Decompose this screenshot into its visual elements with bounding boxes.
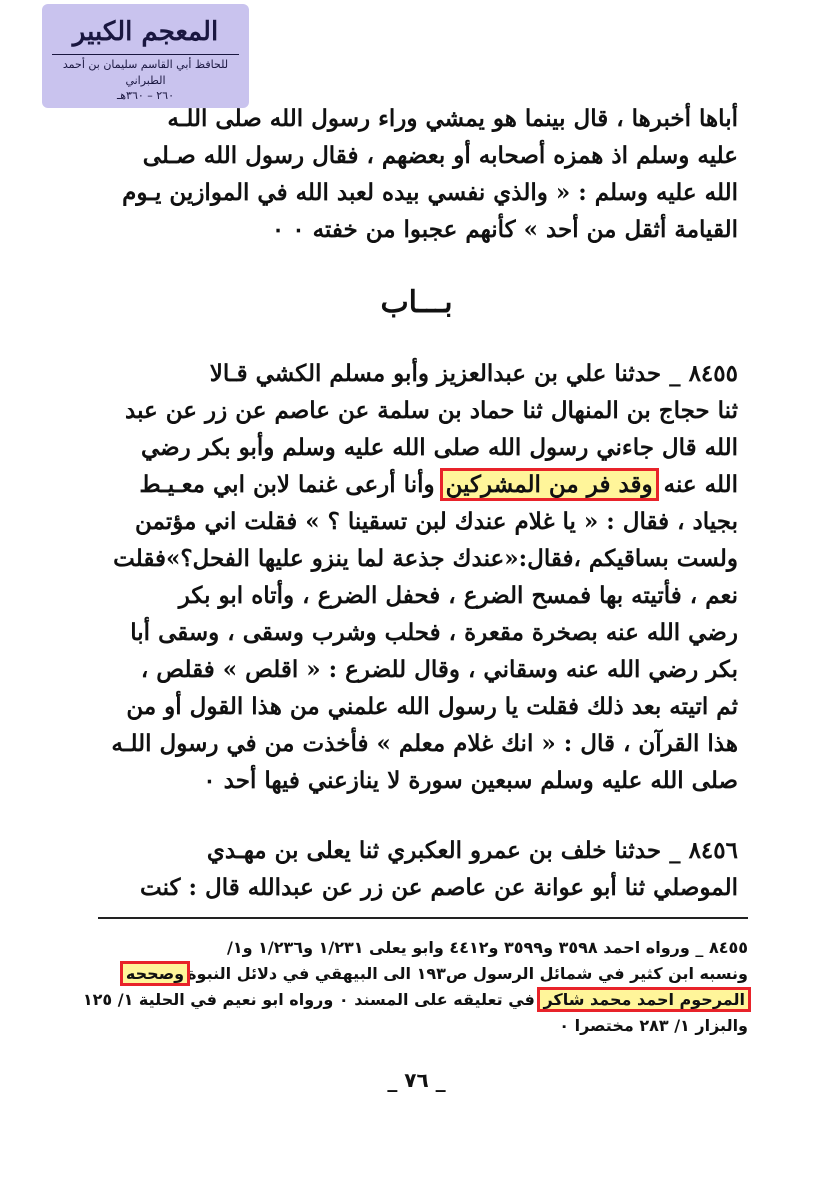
highlighted-phrase[interactable]: وقد فر من المشركين <box>443 471 656 498</box>
book-logo <box>42 4 249 108</box>
text-line: عليه وسلم اذ همزه أصحابه أو بعضهم ، فقال رسول الله صـلى <box>142 142 738 169</box>
text-line: ٨٤٥٦ _ حدثنا خلف بن عمرو العكبري ثنا يعلى بن مهـدي <box>206 837 738 864</box>
text-line: الموصلي ثنا أبو عوانة عن عاصم عن زر عن عبدالله قال : كنت <box>140 874 738 901</box>
highlighted-phrase[interactable]: المرحوم احمد محمد شاكر <box>540 990 748 1009</box>
logo-subtitle: للحافظ أبي القاسم سليمان بن أحمد الطبراني <box>52 54 239 89</box>
section-heading: بـــاب <box>380 285 453 320</box>
text-line-with-highlight <box>98 466 738 503</box>
footnote-line-with-highlight <box>96 961 748 987</box>
text-line: بجياد ، فقال : « يا غلام عندك لبن تسقينا ؟ » فقلت اني مؤتمن <box>135 508 738 535</box>
line-segment: الله عنه <box>663 471 738 498</box>
footnote-line-with-highlight <box>82 987 748 1013</box>
page-number: _ ٧٦ _ <box>387 1068 446 1092</box>
intro-paragraph <box>98 100 738 248</box>
text-line: هذا القرآن ، قال : « انك غلام معلم » فأخذت من في رسول اللـه <box>111 730 738 757</box>
footnote-line: والبزار ١/ ٢٨٣ مختصرا ٠ <box>559 1016 748 1035</box>
footnotes <box>82 935 748 1039</box>
logo-dates: ٢٦٠ – ٣٦٠هـ <box>117 89 174 102</box>
text-line: نعم ، فأتيته بها فمسح الضرع ، فحفل الضرع ، وأتاه ابو بكر <box>178 582 738 609</box>
footnote-line: ٨٤٥٥ _ ورواه احمد ٣٥٩٨ و٣٥٩٩ و٤٤١٢ وابو يعلى ١/٢٣١ و١/٢٣٦ و١/ <box>227 938 748 957</box>
text-line: ثنا حجاج بن المنهال ثنا حماد بن سلمة عن عاصم عن زر عن عبد <box>125 397 738 424</box>
text-line: القيامة أثقل من أحد » كأنهم عجبوا من خفته ٠ ٠ <box>271 216 738 243</box>
line-segment: وأنا أرعى غنما لابن ابي معـيـط <box>139 471 435 498</box>
text-line: ولست بساقيكم ،فقال:«عندك جذعة لما ينزو عليها الفحل؟»فقلت <box>113 545 738 572</box>
text-line: رضي الله عنه بصخرة مقعرة ، فحلب وشرب وسقى ، وسقى أبا <box>130 619 738 646</box>
line-segment: ونسبه ابن كثير في شمائل الرسول ص١٩٣ الى البيهقي في دلائل النبوة <box>187 964 748 983</box>
hadith-8456 <box>98 832 738 906</box>
text-line: أباها أخبرها ، قال بينما هو يمشي وراء رسول الله صلى اللـه <box>167 105 738 132</box>
line-segment: في تعليقه على المسند ٠ ورواه ابو نعيم في الحلية ١/ ١٢٥ <box>82 990 535 1009</box>
text-line: الله قال جاءني رسول الله صلى الله عليه وسلم وأبو بكر رضي <box>140 434 738 461</box>
footnote-divider <box>98 917 748 919</box>
text-line: بكر رضي الله عنه وسقاني ، وقال للضرع : « اقلص » فقلص ، <box>140 656 738 683</box>
text-line: صلى الله عليه وسلم سبعين سورة لا ينازعني فيها أحد ٠ <box>203 767 738 794</box>
logo-title: المعجم الكبير <box>72 17 219 47</box>
text-line: ثم اتيته بعد ذلك فقلت يا رسول الله علمني من هذا القول أو من <box>126 693 738 720</box>
highlighted-phrase[interactable]: وصححه <box>123 964 187 983</box>
hadith-8455 <box>98 355 738 799</box>
text-line: ٨٤٥٥ _ حدثنا علي بن عبدالعزيز وأبو مسلم الكشي قـالا <box>209 360 738 387</box>
text-line: الله عليه وسلم : « والذي نفسي بيده لعبد الله في الموازين يـوم <box>122 179 738 206</box>
